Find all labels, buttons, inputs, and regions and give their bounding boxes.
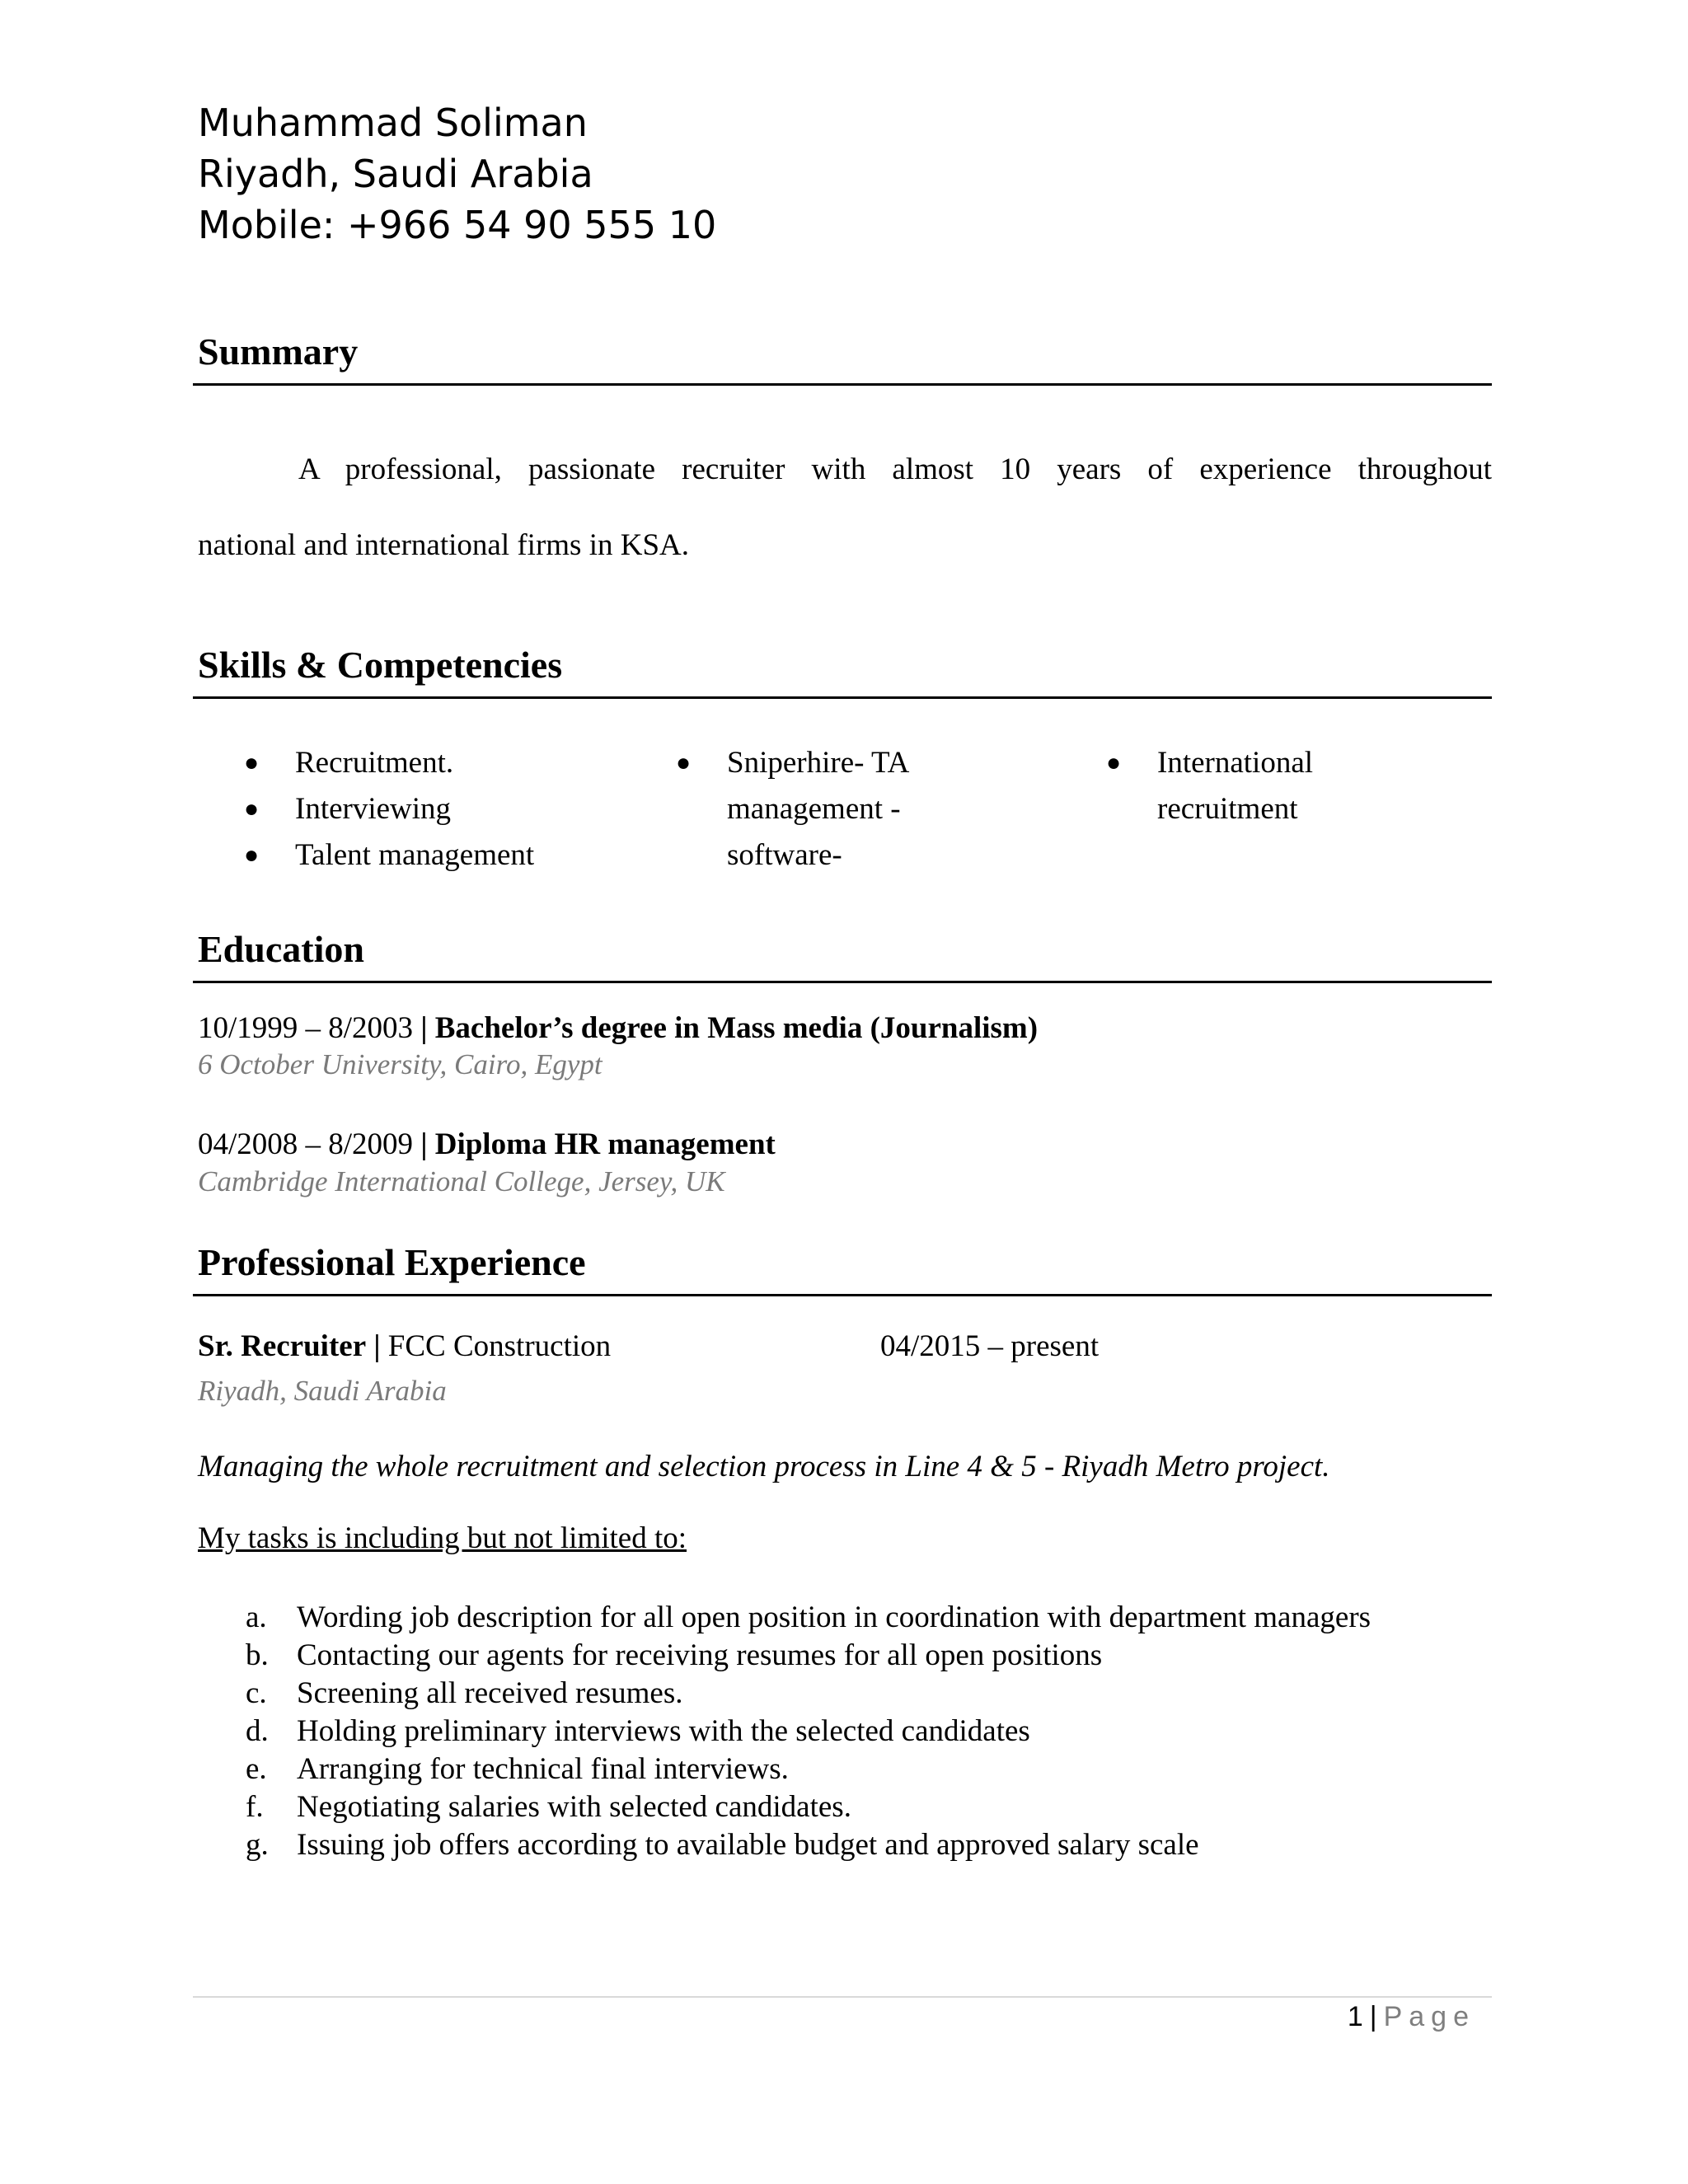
candidate-mobile: Mobile: +966 54 90 555 10: [198, 203, 717, 247]
tasks-intro: My tasks is including but not limited to:: [198, 1521, 687, 1555]
education-entry-1: 10/1999 – 8/2003 | Bachelor’s degree in Mass media (Journalism): [198, 1011, 1039, 1045]
job-dates: 04/2015 – present: [880, 1329, 1100, 1363]
skills-heading: Skills & Competencies: [198, 644, 563, 686]
bullet-icon: ●: [244, 749, 260, 776]
summary-heading: Summary: [198, 330, 359, 373]
summary-divider: [193, 383, 1492, 386]
summary-line-1: A professional, passionate recruiter with almost 10 years of experience throughout: [298, 452, 1492, 486]
candidate-name: Muhammad Soliman: [198, 101, 588, 145]
skill-item: ● Sniperhire- TA management - software-: [727, 740, 909, 879]
task-item: b. Contacting our agents for receiving resumes for all open positions: [246, 1638, 1103, 1672]
experience-heading: Professional Experience: [198, 1241, 586, 1283]
education-heading: Education: [198, 928, 364, 970]
job-company: FCC Construction: [387, 1329, 612, 1363]
education-institution-2: Cambridge International College, Jersey, UK: [198, 1165, 725, 1197]
task-item: c. Screening all received resumes.: [246, 1676, 683, 1710]
experience-divider: [193, 1294, 1492, 1296]
skills-column-3: [1106, 740, 1314, 832]
skill-item: ● Talent management: [295, 832, 534, 879]
job-title-line: Sr. Recruiter | FCC Construction: [198, 1329, 612, 1363]
skill-item: ● Interviewing: [295, 786, 534, 832]
degree-title: Diploma HR management: [434, 1127, 776, 1161]
skill-item: ● International recruitment: [1157, 740, 1313, 832]
page-number: 1: [1347, 2001, 1363, 2032]
task-item: f. Negotiating salaries with selected candidates.: [246, 1790, 851, 1824]
job-description: Managing the whole recruitment and selection process in Line 4 & 5 - Riyadh Metro project.: [198, 1450, 1330, 1483]
tasks-list: [198, 1599, 1434, 1864]
page-footer: 1 | Page: [1347, 2001, 1475, 2032]
education-entry-2: 04/2008 – 8/2009 | Diploma HR management: [198, 1127, 776, 1161]
bullet-icon: ●: [244, 795, 260, 823]
task-item: a. Wording job description for all open position in coordination with department managers: [246, 1601, 1372, 1634]
task-item: g. Issuing job offers according to available budget and approved salary scale: [246, 1828, 1199, 1862]
bullet-icon: ●: [1106, 749, 1122, 776]
task-item: d. Holding preliminary interviews with the selected candidates: [246, 1714, 1030, 1748]
job-location: Riyadh, Saudi Arabia: [198, 1375, 447, 1407]
education-institution-1: 6 October University, Cairo, Egypt: [198, 1048, 603, 1080]
job-role: Sr. Recruiter: [198, 1329, 367, 1363]
education-divider: [193, 981, 1492, 983]
task-item: e. Arranging for technical final interviews.: [246, 1752, 789, 1786]
degree-title: Bachelor’s degree in Mass media (Journalism): [434, 1011, 1039, 1045]
skill-item: ● Recruitment.: [295, 740, 534, 786]
summary-line-2: national and international firms in KSA.: [198, 528, 689, 562]
skills-divider: [193, 696, 1492, 699]
skills-column-2: [676, 740, 910, 879]
bullet-icon: ●: [676, 749, 692, 776]
page-label: Page: [1383, 2001, 1475, 2032]
skills-column-1: [244, 740, 535, 879]
candidate-location: Riyadh, Saudi Arabia: [198, 152, 593, 196]
bullet-icon: ●: [244, 841, 260, 869]
contact-header: [198, 97, 716, 251]
footer-divider: [193, 1996, 1492, 1998]
